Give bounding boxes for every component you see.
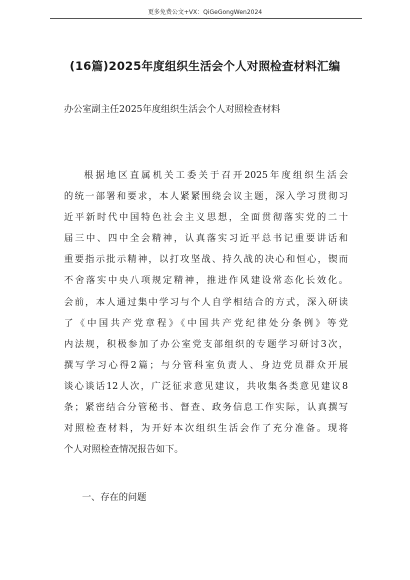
paragraph-line: 内法规，积极参加了办公室党支部组织的专题学习研讨3次，	[64, 338, 348, 350]
paragraph-line: 对照检查材料，为开好本次组织生活会作了充分准备。现将	[64, 423, 348, 435]
paragraph-line: 不舍落实中央八项规定精神，推进作风建设常态化长效化。	[64, 275, 348, 287]
paragraph-line: 个人对照检查情况报告如下。	[64, 444, 184, 456]
section-heading: 一、存在的问题	[82, 492, 147, 503]
paragraph-line: 的统一部署和要求，本人紧紧围绕会议主题，深入学习贯彻习	[64, 191, 348, 203]
header-divider	[50, 18, 362, 19]
paragraph-line: 条；紧密结合分管秘书、督查、政务信息工作实际，认真撰写	[64, 402, 348, 414]
paragraph-line: 届三中、四中全会精神，认真落实习近平总书记重要讲话和	[64, 233, 348, 245]
paragraph-line: 重要指示批示精神，以打攻坚战、持久战的决心和恒心，锲而	[64, 254, 348, 266]
paragraph-line: 根据地区直属机关工委关于召开2025年度组织生活会	[84, 170, 348, 181]
paragraph-line: 近平新时代中国特色社会主义思想，全面贯彻落实党的二十	[64, 212, 348, 224]
body-paragraph	[64, 165, 348, 460]
paragraph-line: 会前，本人通过集中学习与个人自学相结合的方式，深入研读	[64, 296, 348, 308]
paragraph-line: 撰写学习心得2篇；与分管科室负责人、身边党员群众开展	[64, 359, 348, 371]
header-note: 更多免费公文+VX：QiGeGongWen2024	[147, 9, 263, 16]
paragraph-line: 了《中国共产党章程》《中国共产党纪律处分条例》等党	[64, 317, 348, 329]
document-subtitle: 办公室副主任2025年度组织生活会个人对照检查材料	[64, 104, 281, 115]
document-title: (16篇)2025年度组织生活会个人对照检查材料汇编	[69, 59, 341, 73]
paragraph-line: 谈心谈话12人次，广泛征求意见建议，共收集各类意见建议8	[64, 380, 348, 392]
